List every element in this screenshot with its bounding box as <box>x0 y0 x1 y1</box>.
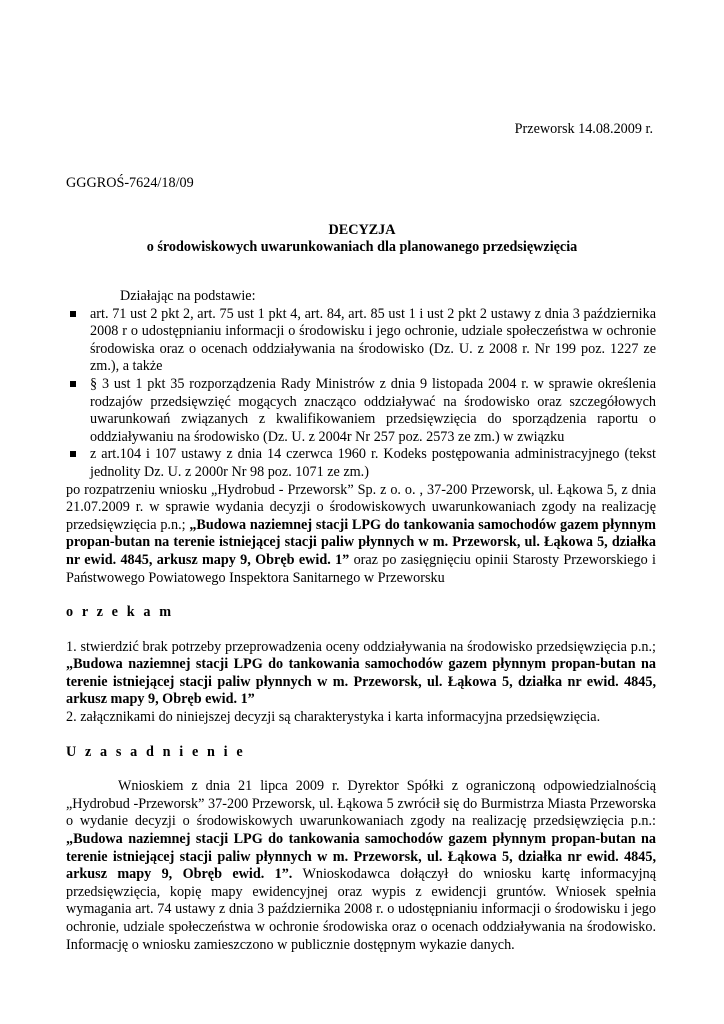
consideration-text: po rozpatrzeniu wniosku „Hydrobud - Przeworsk” Sp. z o. o. , 37-200 Przeworsk, ul. Łąkowa 5, z dnia 21.07.2009 r. w sprawie wydania decyzji o środowiskowych uwarunkowaniach zgody na realizację przedsięwzięcia p.n.; <box>66 481 656 533</box>
consideration-paragraph <box>66 482 656 588</box>
consideration-text-end: oraz po zasięgnięciu opinii Starosty Przeworskiego i Państwowego Powiatowego Inspektora Sanitarnego w Przeworsku <box>66 551 656 586</box>
list-item <box>66 446 656 481</box>
list-item <box>66 376 656 446</box>
decision-point-2: 2. załącznikami do niniejszej decyzji są charakterystyka i karta informacyjna przedsięwzięcia. <box>66 709 601 726</box>
document-title: DECYZJA <box>328 222 396 238</box>
decision-point-1 <box>66 639 656 709</box>
justification-project-name-bold: „Budowa naziemnej stacji LPG do tankowania samochodów gazem płynnym propan-butan na terenie istniejącej stacji paliw płynnych w m. Przeworsk, ul. Łąkowa 5, działka nr ewid. 4845, arkusz mapy 9, Obręb ewid. 1”. <box>66 831 656 883</box>
decision-point-1-text: 1. stwierdzić brak potrzeby przeprowadzenia oceny oddziaływania na środowisko przedsięwzięcia p.n.; <box>66 638 656 655</box>
justification-text-end: Wnioskodawca dołączył do wniosku kartę informacyjną przedsięwzięcia, kopię mapy ewidencyjnej oraz wypis z ewidencji gruntów. Wniosek spełnia wymagania art. 74 ustawy z dnia 3 października 2008 r. o udostępnianiu informacji o środowisku i jego ochronie, udziale społeczeństwa w ochronie środowiska oraz o ocenach oddziaływania na środowisko. Informację o wniosku zamieszczono w publicznie dostępnym wykazie danych. <box>66 866 656 953</box>
decision-heading: o r z e k a m <box>66 604 174 621</box>
basis-intro: Działając na podstawie: <box>120 288 256 304</box>
decision-project-name-bold: „Budowa naziemnej stacji LPG do tankowania samochodów gazem płynnym propan-butan na terenie istniejącej stacji paliw płynnych w m. Przeworsk, ul. Łąkowa 5, działka nr ewid. 4845, arkusz mapy 9, Obręb ewid. 1” <box>66 656 656 708</box>
justification-heading: U z a s a d n i e n i e <box>66 743 246 760</box>
document-date: Przeworsk 14.08.2009 r. <box>514 121 653 137</box>
list-item-text: § 3 ust 1 pkt 35 rozporządzenia Rady Ministrów z dnia 9 listopada 2004 r. w sprawie określenia rodzajów przedsięwzięć mogących znacząco oddziaływać na środowisko oraz szczegółowych uwarunkowań związanych z kwalifikowaniem przedsięwzięcia do sporządzenia raportu o oddziaływaniu na środowisko (Dz. U. z 2004r Nr 257 poz. 2573 ze zm.) w związku <box>90 375 656 445</box>
list-item <box>66 306 656 376</box>
document-body <box>66 288 656 954</box>
legal-basis-list <box>66 306 656 482</box>
case-reference: GGGROŚ-7624/18/09 <box>66 175 194 191</box>
document-subtitle: o środowiskowych uwarunkowaniach dla planowanego przedsięwzięcia <box>146 239 578 255</box>
project-name-bold: „Budowa naziemnej stacji LPG do tankowania samochodów gazem płynnym propan-butan na terenie istniejącej stacji paliw płynnych w m. Przeworsk, ul. Łąkowa 5, działka nr ewid. 4845, arkusz mapy 9, Obręb ewid. 1” <box>66 516 656 568</box>
bullet-icon <box>70 381 76 387</box>
justification-text: Wnioskiem z dnia 21 lipca 2009 r. Dyrektor Spółki z ograniczoną odpowiedzialnością „Hydrobud -Przeworsk” 37-200 Przeworsk, ul. Łąkowa 5 zwrócił się do Burmistrza Miasta Przeworska o wydanie decyzji o środowiskowych uwarunkowaniach zgody na realizację przedsięwzięcia p.n.: <box>66 778 656 830</box>
list-item-text: z art.104 i 107 ustawy z dnia 14 czerwca 1960 r. Kodeks postępowania administracyjnego (tekst jednolity Dz. U. z 2000r Nr 98 poz. 1071 ze zm.) <box>90 446 656 480</box>
bullet-icon <box>70 311 76 317</box>
bullet-icon <box>70 451 76 457</box>
list-item-text: art. 71 ust 2 pkt 2, art. 75 ust 1 pkt 4, art. 84, art. 85 ust 1 i ust 2 pkt 2 ustawy z dnia 3 października 2008 r o udostępnianiu informacji o środowisku i jego ochronie, udziale społeczeństwa w ochronie środowiska oraz o ocenach oddziaływania na środowisko (Dz. U. z 2008 r. Nr 199 poz. 1227 ze zm.), a także <box>90 305 656 375</box>
justification-paragraph <box>66 778 656 954</box>
